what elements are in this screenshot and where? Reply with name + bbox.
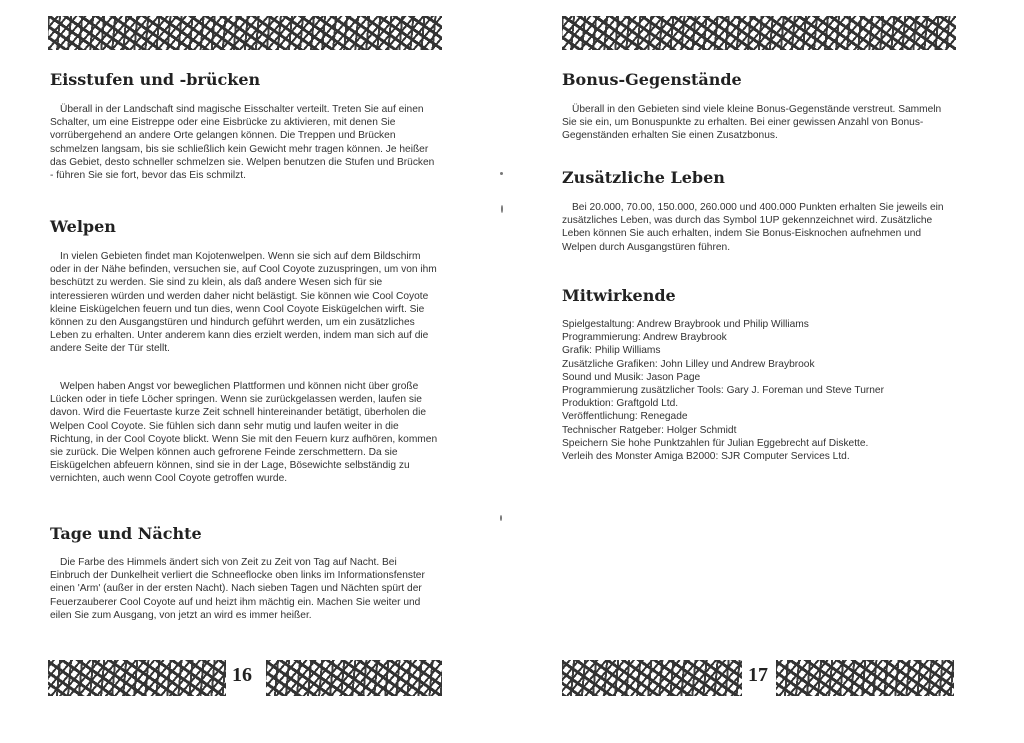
credit-line: Veröffentlichung: Renegade [562, 411, 688, 423]
left-page [0, 0, 500, 743]
page-number: 17 [748, 664, 768, 686]
section-title-welpen: Welpen [50, 217, 116, 236]
section-text-leben: Bei 20.000, 70.00, 150.000, 260.000 und 400.000 Punkten erhalten Sie jeweils ein zusätzliches Leben, was durch das Symbol 1UP gekennzeichnet wird. Zusätzliche Leben können Sie auch erhalten, indem Sie Bonus-Eisknochen aufnehmen und Welpen durch Ausgangstüren führen. [562, 202, 944, 253]
decorative-border-bottom-right [266, 660, 442, 696]
section-text-welpen-1: In vielen Gebieten findet man Kojotenwelpen. Wenn sie sich auf dem Bildschirm oder in der Nähe befinden, versuchen sie, auf Cool Coyote zuzuspringen, um von ihm beschützt zu werden. Sie sind zu klein, als daß andere Wesen sich für sie interessieren würden und werden daher nicht belästigt. Sie können wie Cool Coyote kleine Eiskügelchen feuern und tun dies, wenn Cool Coyote Eiskügelchen wirft. Sie können zu den Ausgangstüren und hindurch geführt werden, um ein zusätzliches Leben zu erhalten. Unter anderem kann dies erzielt werden, indem man sich auf die andere Seite der Tür stellt. [50, 251, 437, 355]
section-title-mitwirkende: Mitwirkende [562, 286, 676, 305]
decorative-border-top [48, 16, 442, 50]
section-title-bonus: Bonus-Gegenstände [562, 70, 742, 89]
decorative-border-bottom-left [48, 660, 226, 696]
decorative-border-bottom-left [562, 660, 742, 696]
section-title-tage-naechte: Tage und Nächte [50, 524, 202, 543]
section-text-welpen-2: Welpen haben Angst vor beweglichen Plattformen und können nicht über große Lücken oder in tiefe Löcher springen. Wenn sie zurückgelassen werden, laufen sie davon. Wird die Feuertaste kurze Zeit schnell hintereinander betätigt, überholen die Welpen Cool Coyote. Sie fühlen sich dann sehr mutig und laufen weiter in die Richtung, in der Cool Coyote blickt. Wenn Sie mit den Feuern kurz aufhören, kommen sie zurück. Die Welpen können auch gefrorene Feinde zerschmettern. Da sie Eiskügelchen abfeuern können, sind sie in der Lage, Bösewichte selbständig zu vernichten, auch wenn Cool Coyote getroffen wurde. [50, 381, 438, 485]
section-text-bonus: Überall in den Gebieten sind viele kleine Bonus-Gegenstände verstreut. Sammeln Sie sie ein, um Bonuspunkte zu erhalten. Bei einer gewissen Anzahl von Bonus-Gegenständen erhalten Sie einen Zusatzbonus. [562, 104, 942, 142]
section-title-leben: Zusätzliche Leben [562, 168, 725, 187]
credit-line: Grafik: Philip Williams [562, 345, 661, 357]
credit-line: Programmierung zusätzlicher Tools: Gary J. Foreman und Steve Turner [562, 385, 884, 397]
credit-line: Speichern Sie hohe Punktzahlen für Julian Eggebrecht auf Diskette. [562, 437, 869, 449]
section-text-tage-naechte: Die Farbe des Himmels ändert sich von Zeit zu Zeit von Tag auf Nacht. Bei Einbruch der Dunkelheit verliert die Schneeflocke oben links im Informationsfenster einen 'Arm' (außer in der ersten Nacht). Nach sieben Tagen und Nächten spürt der Feuerzauberer Cool Coyote auf und heizt ihm mächtig ein. Machen Sie weiter und eilen Sie zum Ausgang, von jetzt an wird es immer heißer. [50, 557, 425, 621]
credit-line: Sound und Musik: Jason Page [562, 371, 701, 383]
section-text-eisstufen: Überall in der Landschaft sind magische Eisschalter verteilt. Treten Sie auf einen Schalter, um eine Eistreppe oder eine Eisbrücke zu aktivieren, mit denen Sie vorrübergehend an andere Orte gelangen können. Die Treppen und Brücken schmelzen langsam, bis sie schließlich kein Gewicht mehr tragen können. Je heißer das Gebiet, desto schneller schmelzen sie. Welpen benutzen die Stufen und Brücken - führen Sie sie fort, bevor das Eis schmilzt. [50, 104, 435, 182]
credit-line: Spielgestaltung: Andrew Braybrook und Philip Williams [562, 319, 809, 330]
decorative-border-bottom-right [776, 660, 954, 696]
gutter-speck [500, 515, 502, 521]
decorative-border-top [562, 16, 956, 50]
credit-line: Zusätzliche Grafiken: John Lilley und Andrew Braybrook [562, 358, 815, 370]
right-page [512, 0, 1012, 743]
gutter-speck [500, 172, 503, 175]
credit-line: Programmierung: Andrew Braybrook [562, 332, 727, 344]
gutter-speck [501, 205, 503, 213]
credit-line: Produktion: Graftgold Ltd. [562, 398, 679, 410]
credit-line: Verleih des Monster Amiga B2000: SJR Computer Services Ltd. [562, 451, 850, 463]
credits-list [562, 318, 957, 463]
page-number: 16 [232, 664, 252, 686]
credit-line: Technischer Ratgeber: Holger Schmidt [562, 424, 737, 436]
section-title-eisstufen: Eisstufen und -brücken [50, 70, 261, 89]
